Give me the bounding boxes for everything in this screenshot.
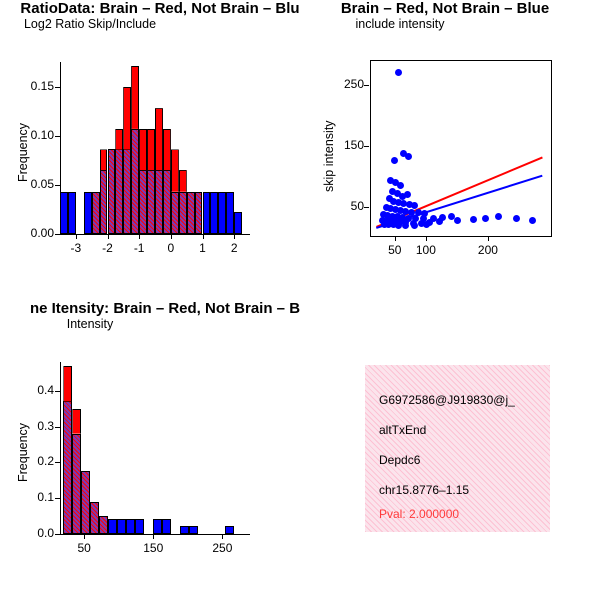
hist-bar-overlap <box>155 170 163 234</box>
hist-bar-overlap <box>72 434 81 534</box>
x-tickmark <box>84 534 85 539</box>
y-tick-label: 0.4 <box>37 382 54 397</box>
y-tickmark <box>55 498 60 499</box>
ratio-histogram-yaxis <box>60 62 61 234</box>
info-line-1: G6972586@J919830@j_ <box>379 393 515 407</box>
scatter-point <box>405 153 412 160</box>
hist-bar-overlap <box>147 170 155 234</box>
x-tick-label: -2 <box>102 241 113 255</box>
scatter-point <box>436 218 443 225</box>
y-tick-label: 0.1 <box>37 490 54 505</box>
hist-bar-blue <box>218 192 226 234</box>
y-tick-label: 150 <box>343 137 364 152</box>
y-tickmark <box>55 534 60 535</box>
x-tickmark <box>203 234 204 239</box>
intensity-scatter-ylabel: skip intensity <box>322 120 336 192</box>
hist-bar-overlap <box>131 129 139 234</box>
scatter-point <box>495 213 502 220</box>
info-line-2: altTxEnd <box>379 423 427 437</box>
scatter-point <box>402 222 409 229</box>
hist-bar-overlap <box>123 149 131 234</box>
y-tickmark <box>364 85 369 86</box>
y-tick-label: 0.3 <box>37 418 54 433</box>
x-tickmark <box>234 234 235 239</box>
y-tick-label: 50 <box>350 199 364 214</box>
hist-bar-blue <box>153 519 162 534</box>
x-tick-label: 150 <box>143 541 164 555</box>
hist-bar-blue <box>135 519 144 534</box>
hist-bar-overlap <box>100 170 108 234</box>
gene-intensity-xlabel: Intensity <box>66 317 114 331</box>
intensity-scatter-title: Brain – Red, Not Brain – Blue <box>340 0 550 17</box>
hist-bar-blue <box>126 519 135 534</box>
y-tickmark <box>55 185 60 186</box>
x-tick-label: 200 <box>477 243 498 257</box>
ratio-histogram-panel <box>0 0 300 300</box>
x-tick-label: -3 <box>70 241 82 255</box>
ratio-histogram-plot <box>60 62 250 234</box>
y-tick-label: 0.15 <box>30 78 54 93</box>
hist-bar-blue <box>225 526 234 534</box>
scatter-point <box>423 221 430 228</box>
y-tick-label: 0.10 <box>30 127 54 142</box>
hist-bar-blue <box>68 192 76 234</box>
x-tickmark <box>76 234 77 239</box>
y-tickmark <box>55 87 60 88</box>
gene-intensity-plot <box>60 362 250 534</box>
scatter-point <box>470 216 477 223</box>
hist-bar-overlap <box>171 192 179 234</box>
x-tick-label: -1 <box>133 241 145 255</box>
hist-bar-blue <box>84 192 92 234</box>
y-tick-label: 0.05 <box>30 176 54 191</box>
gene-intensity-ylabel: Frequency <box>16 422 30 482</box>
hist-bar-overlap <box>115 149 123 234</box>
hist-bar-overlap <box>179 192 187 234</box>
hist-bar-overlap <box>99 516 108 534</box>
scatter-point <box>395 69 402 76</box>
scatter-point <box>391 157 398 164</box>
scatter-point <box>513 215 520 222</box>
y-tick-label: 0.0 <box>37 526 54 540</box>
y-tickmark <box>55 391 60 392</box>
y-tickmark <box>364 207 369 208</box>
ratio-histogram-ylabel: Frequency <box>16 122 30 182</box>
x-tick-label: 2 <box>230 241 238 255</box>
x-tickmark <box>222 534 223 539</box>
ratio-histogram-xlabel: Log2 Ratio Skip/Include <box>23 17 157 31</box>
x-tick-label: 0 <box>167 241 175 255</box>
x-tick-label: 50 <box>77 541 91 555</box>
x-tickmark <box>426 236 427 241</box>
x-tickmark <box>139 234 140 239</box>
x-tickmark <box>395 236 396 241</box>
intensity-scatter-plot <box>370 60 552 237</box>
y-tickmark <box>55 234 60 235</box>
scatter-point <box>454 217 461 224</box>
scatter-point <box>397 182 404 189</box>
hist-bar-overlap <box>90 502 99 534</box>
hist-bar-blue <box>210 192 218 234</box>
info-panel <box>300 300 600 600</box>
y-tickmark <box>55 427 60 428</box>
info-legend-box <box>365 365 550 532</box>
ratio-histogram-title: RatioData: Brain – Red, Not Brain – Blu <box>20 0 300 17</box>
hist-bar-blue <box>203 192 211 234</box>
x-tickmark <box>171 234 172 239</box>
hist-bar-blue <box>117 519 126 534</box>
hist-bar-blue <box>234 212 242 234</box>
hist-bar-blue <box>108 519 117 534</box>
x-tickmark <box>488 236 489 241</box>
intensity-scatter-xlabel: include intensity <box>355 17 445 31</box>
gene-intensity-title: ne Itensity: Brain – Red, Not Brain – B <box>29 300 301 317</box>
x-tickmark <box>108 234 109 239</box>
hist-bar-overlap <box>139 170 147 234</box>
gene-intensity-panel <box>0 300 300 600</box>
hist-bar-blue <box>189 526 198 534</box>
hist-bar-blue <box>226 192 234 234</box>
intensity-scatter-panel <box>300 0 600 300</box>
hist-bar-overlap <box>63 401 72 534</box>
x-tick-label: 250 <box>212 541 233 555</box>
info-pval: Pval: 2.000000 <box>379 507 460 521</box>
hist-bar-blue <box>180 526 189 534</box>
hist-bar-blue <box>162 519 171 534</box>
x-tick-label: 100 <box>415 243 436 257</box>
ratio-histogram-xaxis <box>60 234 250 235</box>
y-tickmark <box>55 462 60 463</box>
scatter-point <box>404 191 411 198</box>
hist-bar-overlap <box>92 192 100 234</box>
hist-bar-overlap <box>108 149 116 234</box>
scatter-point <box>529 217 536 224</box>
hist-bar-overlap <box>81 471 90 534</box>
x-tickmark <box>153 534 154 539</box>
hist-bar-overlap <box>195 192 203 234</box>
x-tick-label: 1 <box>199 241 206 255</box>
gene-intensity-yaxis <box>60 362 61 534</box>
scatter-point <box>411 222 418 229</box>
y-tickmark <box>55 136 60 137</box>
info-line-3: Depdc6 <box>379 453 421 467</box>
x-tick-label: 50 <box>388 243 402 257</box>
hist-bar-blue <box>60 192 68 234</box>
y-tick-label: 250 <box>343 76 364 91</box>
hist-bar-overlap <box>163 170 171 234</box>
scatter-point <box>482 215 489 222</box>
info-line-4: chr15.8776–1.15 <box>379 483 470 497</box>
y-tickmark <box>364 146 369 147</box>
hist-bar-overlap <box>187 192 195 234</box>
y-tick-label: 0.00 <box>30 226 54 240</box>
y-tick-label: 0.2 <box>37 454 54 469</box>
